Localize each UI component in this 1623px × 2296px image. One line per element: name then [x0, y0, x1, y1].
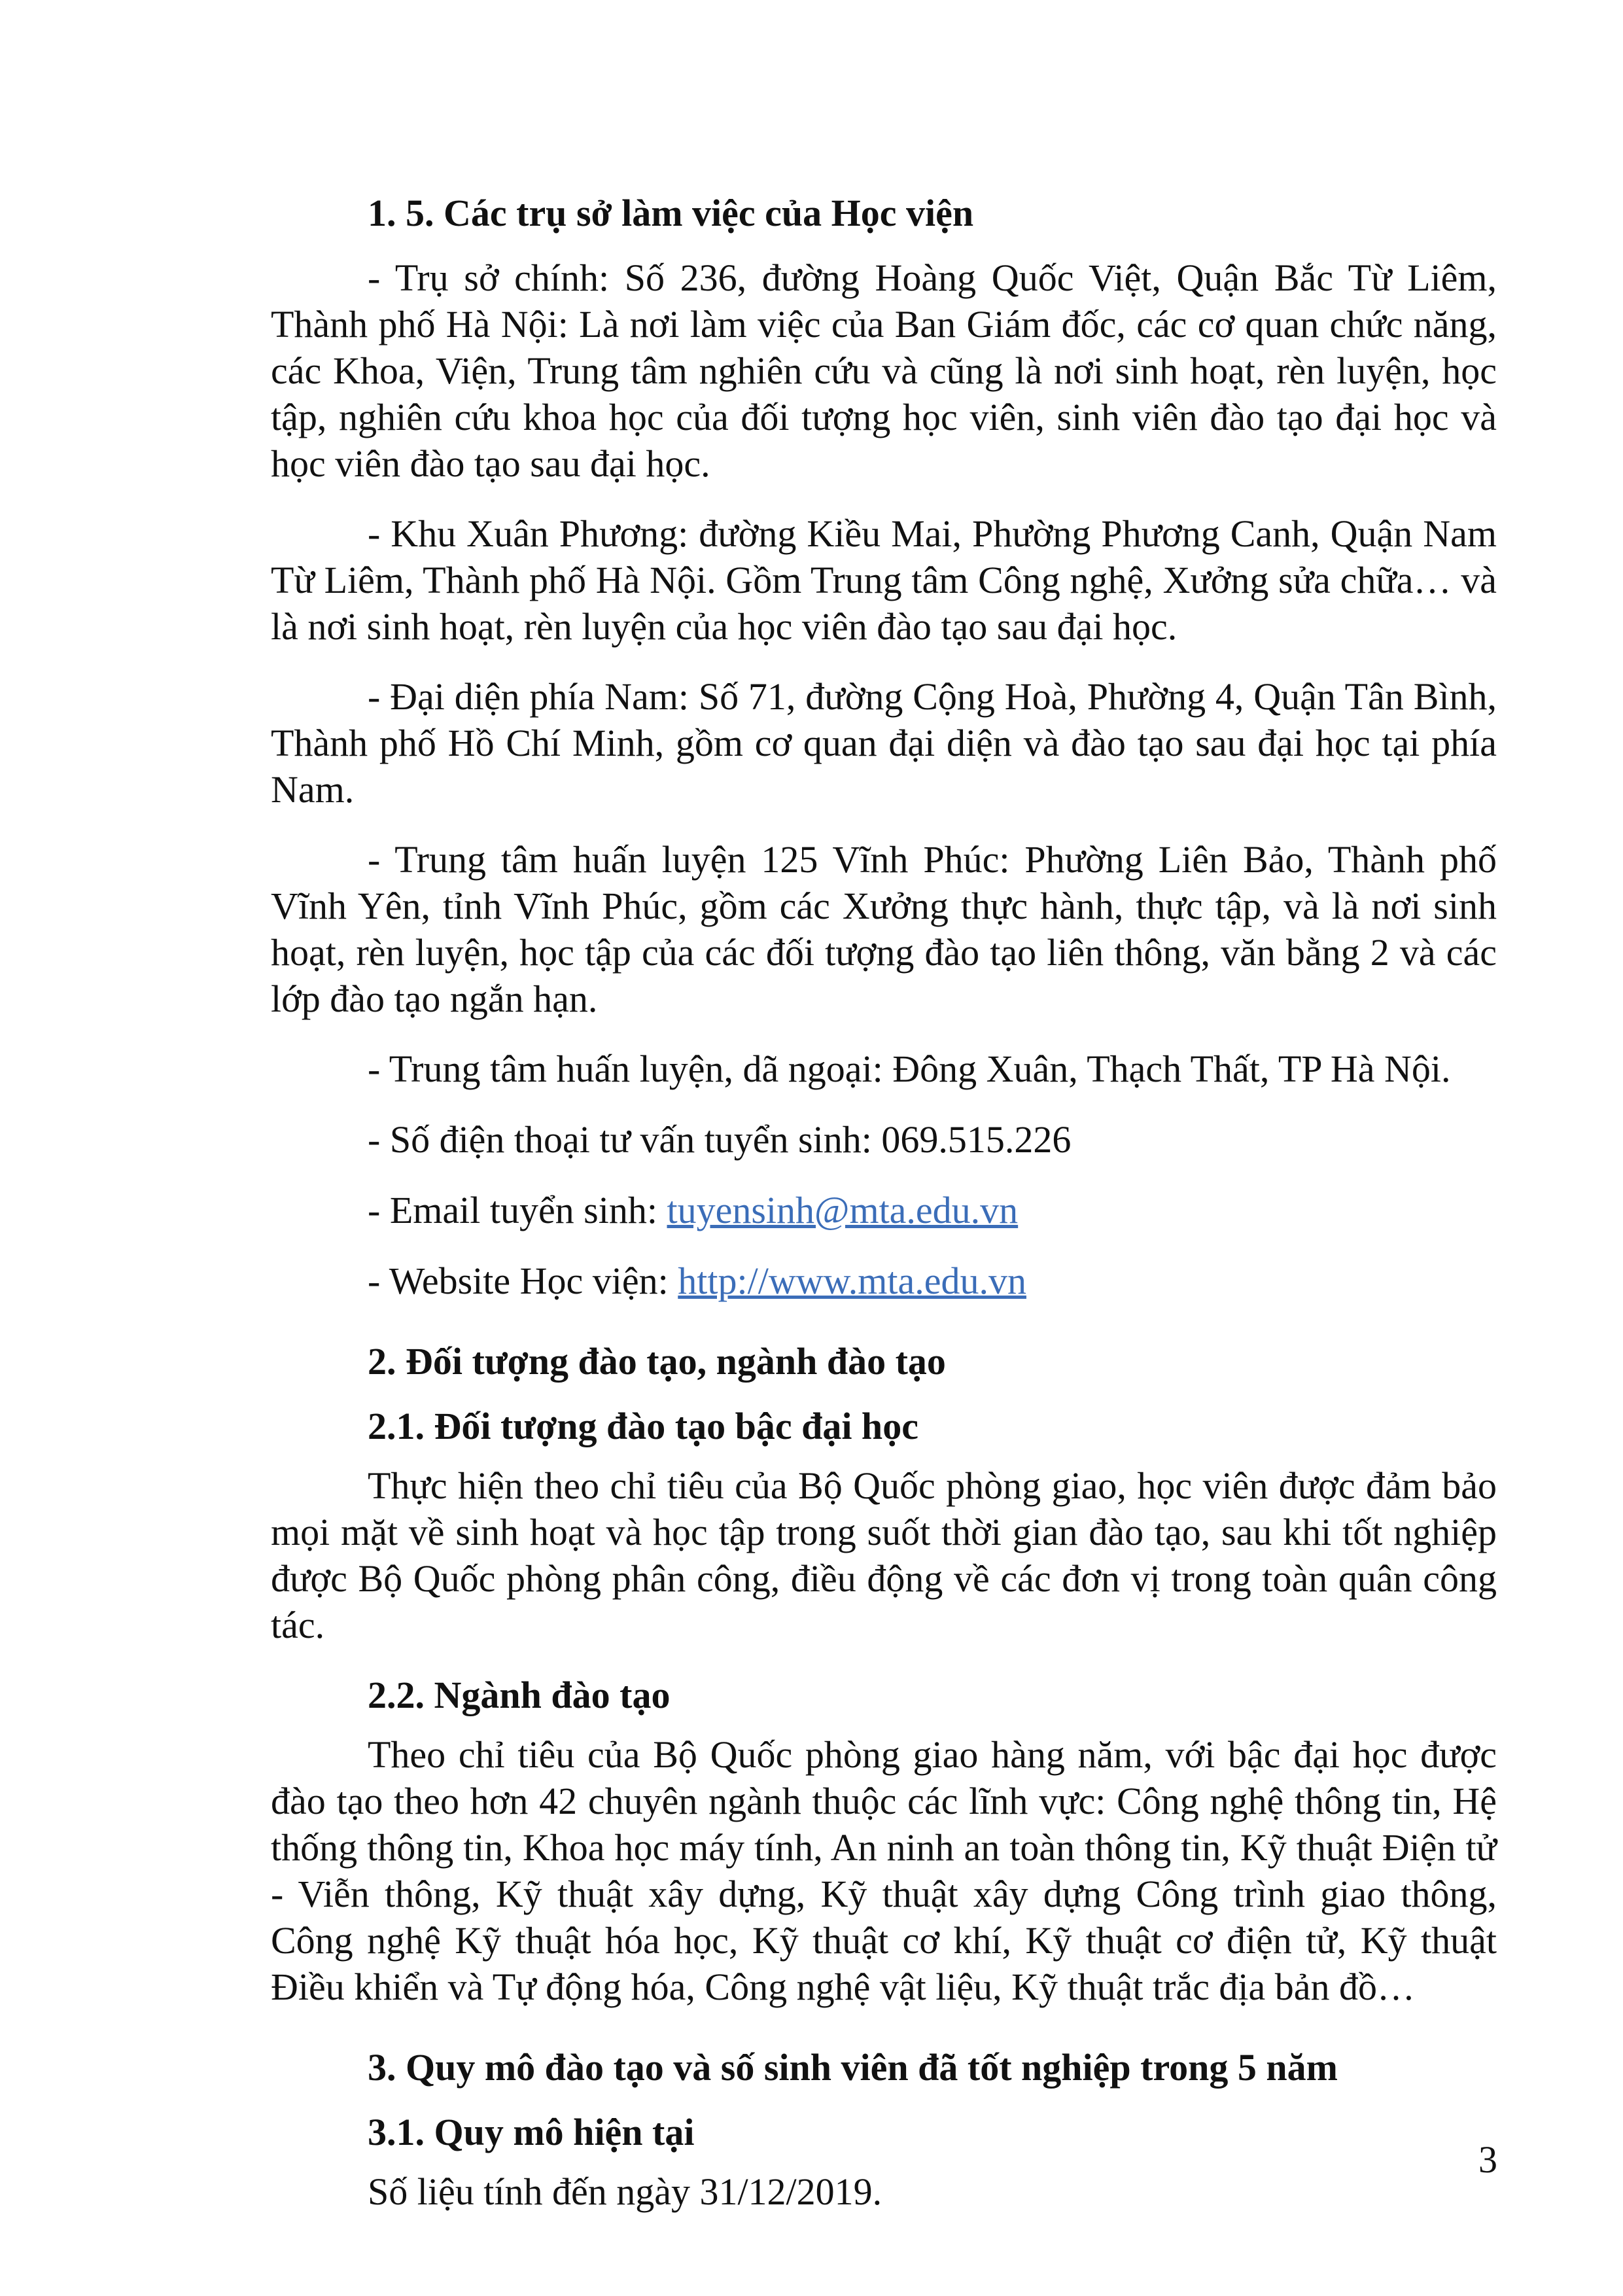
email-line	[271, 1187, 1497, 1233]
section-2-1-title: 2.1. Đối tượng đào tạo bậc đại học	[368, 1405, 918, 1447]
section-1-5-title: 1. 5. Các trụ sở làm việc của Học viện	[368, 192, 974, 234]
website-link[interactable]: http://www.mta.edu.vn	[678, 1260, 1026, 1302]
section-2-2-text: Theo chỉ tiêu của Bộ Quốc phòng giao hàng năm, với bậc đại học được đào tạo theo hơn 42 chuyên ngành thuộc các lĩnh vực: Công nghệ thông tin, Hệ thống thông tin, Khoa học máy tính, An ninh an toàn thông tin, Kỹ thuật Điện tử - Viễn thông, Kỹ thuật xây dựng, Kỹ thuật xây dựng Công trình giao thông, Công nghệ Kỹ thuật hóa học, Kỹ thuật cơ khí, Kỹ thuật cơ điện tử, Kỹ thuật Điều khiển và Tự động hóa, Công nghệ vật liệu, Kỹ thuật trắc địa bản đồ…	[271, 1733, 1497, 2008]
training-ground-line: - Trung tâm huấn luyện, dã ngoại: Đông Xuân, Thạch Thất, TP Hà Nội.	[368, 1048, 1451, 1090]
xuan-phuong-paragraph: - Khu Xuân Phương: đường Kiều Mai, Phường Phương Canh, Quận Nam Từ Liêm, Thành phố Hà Nội. Gồm Trung tâm Công nghệ, Xưởng sửa chữa… và là nơi sinh hoạt, rèn luyện của học viên đào tạo sau đại học.	[271, 512, 1497, 648]
page-number: 3	[1478, 2138, 1497, 2181]
phone-line: - Số điện thoại tư vấn tuyển sinh: 069.515.226	[368, 1118, 1072, 1161]
headquarters-paragraph: - Trụ sở chính: Số 236, đường Hoàng Quốc Việt, Quận Bắc Từ Liêm, Thành phố Hà Nội: Là nơi làm việc của Ban Giám đốc, các cơ quan chức năng, các Khoa, Viện, Trung tâm nghiên cứu và cũng là nơi sinh hoạt, rèn luyện, học tập, nghiên cứu khoa học của đối tượng học viên, sinh viên đào tạo đại học và học viên đào tạo sau đại học.	[271, 256, 1497, 485]
website-label: - Website Học viện:	[368, 1260, 678, 1302]
section-2-1-text: Thực hiện theo chỉ tiêu của Bộ Quốc phòng giao, học viên được đảm bảo mọi mặt về sinh hoạt và học tập trong suốt thời gian đào tạo, sau khi tốt nghiệp được Bộ Quốc phòng phân công, điều động về các đơn vị trong toàn quân công tác.	[271, 1464, 1497, 1646]
email-label: - Email tuyển sinh:	[368, 1189, 667, 1231]
section-3-1-text: Số liệu tính đến ngày 31/12/2019.	[368, 2170, 882, 2213]
section-2-2-title: 2.2. Ngành đào tạo	[368, 1674, 671, 1716]
section-3-1-title: 3.1. Quy mô hiện tại	[368, 2111, 695, 2153]
vinh-phuc-center-paragraph: - Trung tâm huấn luyện 125 Vĩnh Phúc: Phường Liên Bảo, Thành phố Vĩnh Yên, tỉnh Vĩnh Phúc, gồm các Xưởng thực hành, thực tập, và là nơi sinh hoạt, rèn luyện, học tập của các đối tượng đào tạo liên thông, văn bằng 2 và các lớp đào tạo ngắn hạn.	[271, 838, 1497, 1020]
page-content	[271, 190, 1497, 2239]
website-line	[271, 1258, 1497, 1304]
section-2-title: 2. Đối tượng đào tạo, ngành đào tạo	[368, 1340, 946, 1383]
section-3-title: 3. Quy mô đào tạo và số sinh viên đã tốt nghiệp trong 5 năm	[368, 2046, 1338, 2089]
southern-office-paragraph: - Đại diện phía Nam: Số 71, đường Cộng Hoà, Phường 4, Quận Tân Bình, Thành phố Hồ Chí Minh, gồm cơ quan đại diện và đào tạo sau đại học tại phía Nam.	[271, 675, 1497, 811]
email-link[interactable]: tuyensinh@mta.edu.vn	[667, 1189, 1019, 1231]
